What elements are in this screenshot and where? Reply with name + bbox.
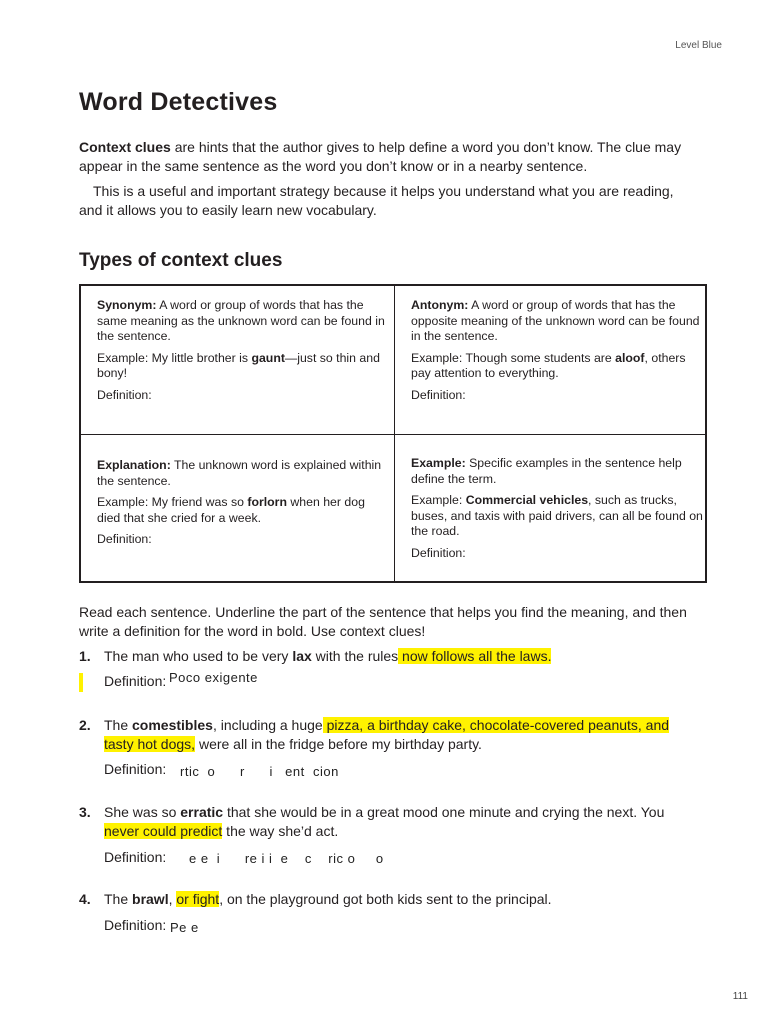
antonym-example-end: , others pay attention to everything. [411, 350, 686, 380]
definition-answer-2[interactable]: rtic o r i ent cion [180, 764, 339, 779]
highlighted-clue: pizza, a birthday cake, chocolate-covered peanuts, and tasty hot dogs, [104, 717, 670, 752]
highlighted-clue: now follows all the laws. [398, 648, 552, 664]
highlighted-clue: never could predict [104, 823, 223, 839]
table-divider-horizontal [81, 434, 705, 435]
synonym-example-word: gaunt [251, 350, 285, 365]
definition-answer-4[interactable]: Pe e [170, 920, 199, 935]
level-label: Level Blue [675, 40, 722, 51]
definition-label-1: Definition: [104, 673, 167, 689]
antonym-label: Antonym: [411, 298, 469, 312]
antonym-example: Example: Though some students are [411, 350, 616, 365]
page-title: Word Detectives [79, 88, 278, 116]
example-example-word: Commercial vehicles [465, 493, 589, 507]
synonym-cell [97, 298, 391, 409]
item-number: 4. [79, 891, 91, 907]
item-number: 1. [79, 648, 91, 664]
item-bold-word: comestibles [132, 717, 213, 733]
intro-paragraph-2: This is a useful and important strategy because it helps you understand what you are reading, and it allows you to easily learn new vocabulary. [79, 183, 674, 218]
item-number: 2. [79, 717, 91, 733]
explanation-label: Explanation: [97, 458, 171, 472]
page-number: 111 [732, 991, 748, 1002]
highlight-mark [79, 673, 83, 692]
item-bold-word: erratic [180, 804, 224, 820]
synonym-label: Synonym: [97, 298, 157, 312]
section-heading: Types of context clues [79, 250, 283, 271]
example-definition-label: Definition: [411, 545, 466, 560]
antonym-cell [411, 298, 705, 409]
item-bold-word: lax [292, 648, 312, 664]
instructions: Read each sentence. Underline the part of the sentence that helps you find the meaning, and then write a definition for the word in bold. Use context clues! [79, 604, 687, 639]
explanation-desc: The unknown word is explained within the sentence. [97, 458, 382, 488]
example-example-end: , such as trucks, buses, and taxis with paid drivers, can all be found on the road. [411, 493, 703, 538]
example-cell [411, 456, 705, 567]
explanation-example-word: forlorn [247, 495, 287, 509]
synonym-desc: A word or group of words that has the same meaning as the unknown word can be found in the sentence. [97, 298, 385, 343]
item-sentence: The comestibles, including a huge pizza, a birthday cake, chocolate-covered peanuts, and tasty hot dogs, were all in the fridge before my birthday party. [104, 717, 670, 752]
highlighted-clue: or fight [176, 891, 220, 907]
explanation-cell [97, 458, 391, 554]
explanation-example: Example: My friend was so [97, 495, 248, 509]
definition-label-4: Definition: [104, 917, 167, 933]
synonym-definition-label: Definition: [97, 387, 152, 402]
intro-paragraph [79, 138, 699, 176]
definition-label-3: Definition: [104, 849, 167, 865]
synonym-example-end: —just so thin and bony! [97, 350, 380, 380]
item-sentence: She was so erratic that she would be in a great mood one minute and crying the next. You never could predict the way she’d act. [104, 804, 665, 839]
context-clue-table [79, 284, 707, 583]
definition-label-2: Definition: [104, 761, 167, 777]
synonym-example: Example: My little brother is [97, 350, 252, 365]
item-number: 3. [79, 804, 91, 820]
definition-answer-3[interactable]: e e i re i i e c ric o o [189, 851, 384, 866]
explanation-example-end: when her dog died that she cried for a week. [97, 495, 365, 525]
definition-answer-1[interactable]: Poco exigente [169, 670, 258, 685]
antonym-desc: A word or group of words that has the opposite meaning of the unknown word can be found in the sentence. [411, 298, 700, 343]
item-sentence: The brawl, or fight, on the playground got both kids sent to the principal. [104, 891, 552, 907]
example-example: Example: [411, 493, 466, 507]
antonym-example-word: aloof [615, 350, 645, 365]
example-desc: Specific examples in the sentence help define the term. [411, 456, 682, 486]
item-sentence: The man who used to be very lax with the rules now follows all the laws. [104, 648, 552, 664]
antonym-definition-label: Definition: [411, 387, 466, 402]
intro-term: Context clues [79, 139, 171, 155]
example-label: Example: [411, 456, 466, 470]
item-bold-word: brawl [132, 891, 169, 907]
intro-text: are hints that the author gives to help define a word you don’t know. The clue may appear in the same sentence as the word you don’t know or in a nearby sentence. [79, 139, 682, 174]
explanation-definition-label: Definition: [97, 532, 152, 546]
